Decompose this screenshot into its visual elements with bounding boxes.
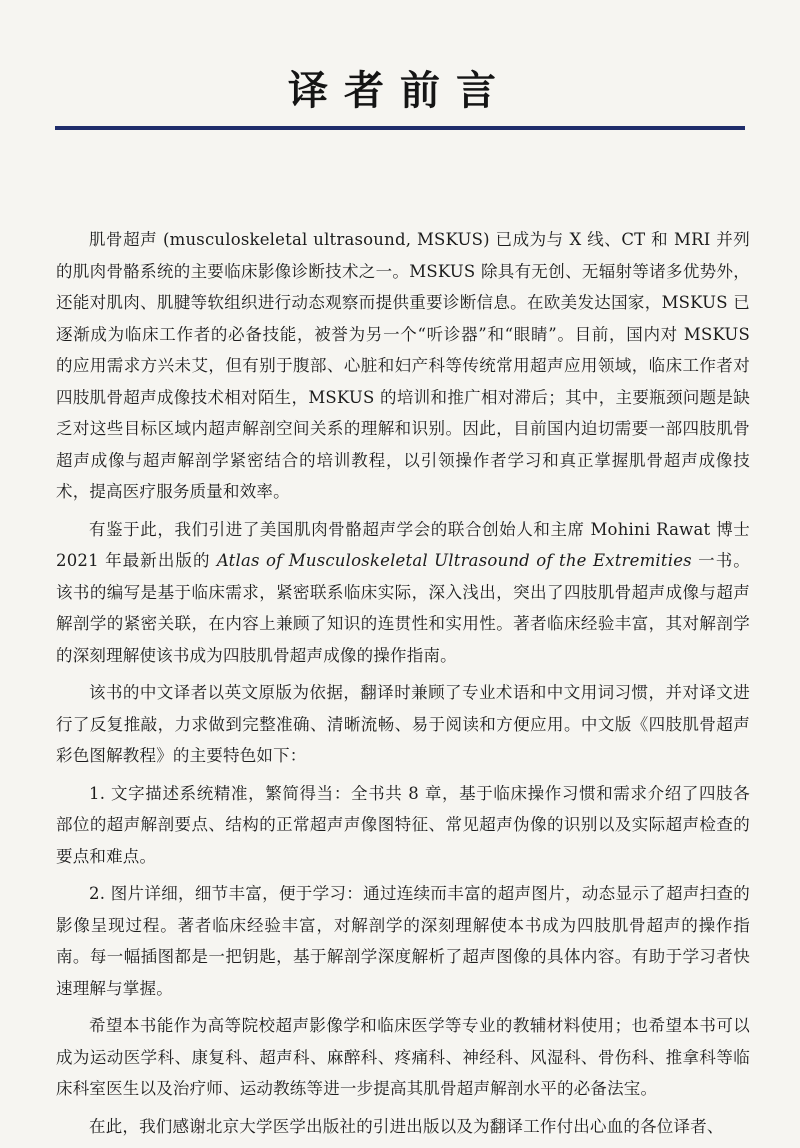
title-divider [55,126,745,130]
paragraph-feature-2: 2. 图片详细，细节丰富，便于学习：通过连续而丰富的超声图片，动态显示了超声扫查的影像呈现过程。著者临床经验丰富，对解剖学的深刻理解使本书成为四肢肌骨超声的操作指南。每一幅插图都是一把钥匙，基于解剖学深度解析了超声图像的具体内容。有助于学习者快速理解与掌握。 [56,884,750,998]
paragraph-translation: 该书的中文译者以英文原版为依据，翻译时兼顾了专业术语和中文用词习惯，并对译文进行了反复推敲，力求做到完整准确、清晰流畅、易于阅读和方便应用。中文版《四肢肌骨超声彩色图解教程》的主要特色如下： [56,683,750,765]
book-title: Atlas of Musculoskeletal Ultrasound of the Extremities [216,551,692,570]
paragraph-intro: 肌骨超声 (musculoskeletal ultrasound, MSKUS) 已成为与 X 线、CT 和 MRI 并列的肌肉骨骼系统的主要临床影像诊断技术之一。MSKUS 除具有无创、无辐射等诸多优势外，还能对肌肉、肌腱等软组织进行动态观察而提供重要诊断信息。在欧美发达国家，MSKUS 已逐渐成为临床工作者的必备技能，被誉为另一个“听诊器”和“眼睛”。目前，国内对 MSKUS 的应用需求方兴未艾，但有别于腹部、心脏和妇产科等传统常用超声应用领域，临床工作者对四肢肌骨超声成像技术相对陌生，MSKUS 的培训和推广相对滞后；其中，主要瓶颈问题是缺乏对这些目标区域内超声解剖空间关系的理解和识别。因此，目前国内迫切需要一部四肢肌骨超声成像与超声解剖学紧密结合的培训教程，以引领操作者学习和真正掌握肌骨超声成像技术，提高医疗服务质量和效率。 [56,230,750,501]
paragraph-thanks: 在此，我们感谢北京大学医学出版社的引进出版以及为翻译工作付出心血的各位译者、 [89,1116,724,1136]
body-text [56,224,750,1148]
paragraph-hope: 希望本书能作为高等院校超声影像学和临床医学等专业的教辅材料使用；也希望本书可以成为运动医学科、康复科、超声科、麻醉科、疼痛科、神经科、风湿科、骨伤科、推拿科等临床科室医生以及治疗师、运动教练等进一步提高其肌骨超声解剖水平的必备法宝。 [56,1016,750,1098]
paragraph-text: 有鉴于此，我们引进了美国肌肉骨骼超声学会的联合创始人和主席 Mohini Rawat 博士 2021 年最新出版的 [56,519,750,570]
page-title: 译者前言 [288,68,512,114]
paragraph-feature-1: 1. 文字描述系统精准，繁简得当：全书共 8 章，基于临床操作习惯和需求介绍了四肢各部位的超声解剖要点、结构的正常超声声像图特征、常见超声伪像的识别以及实际超声检查的要点和难点。 [56,783,750,866]
paragraph-text: 一书。该书的编写是基于临床需求，紧密联系临床实际，深入浅出，突出了四肢肌骨超声成像与超声解剖学的紧密关联，在内容上兼顾了知识的连贯性和实用性。著者临床经验丰富，其对解剖学的深刻理解使该书成为四肢肌骨超声成像的操作指南。 [56,551,751,665]
paragraph-book-introduction [56,514,750,672]
